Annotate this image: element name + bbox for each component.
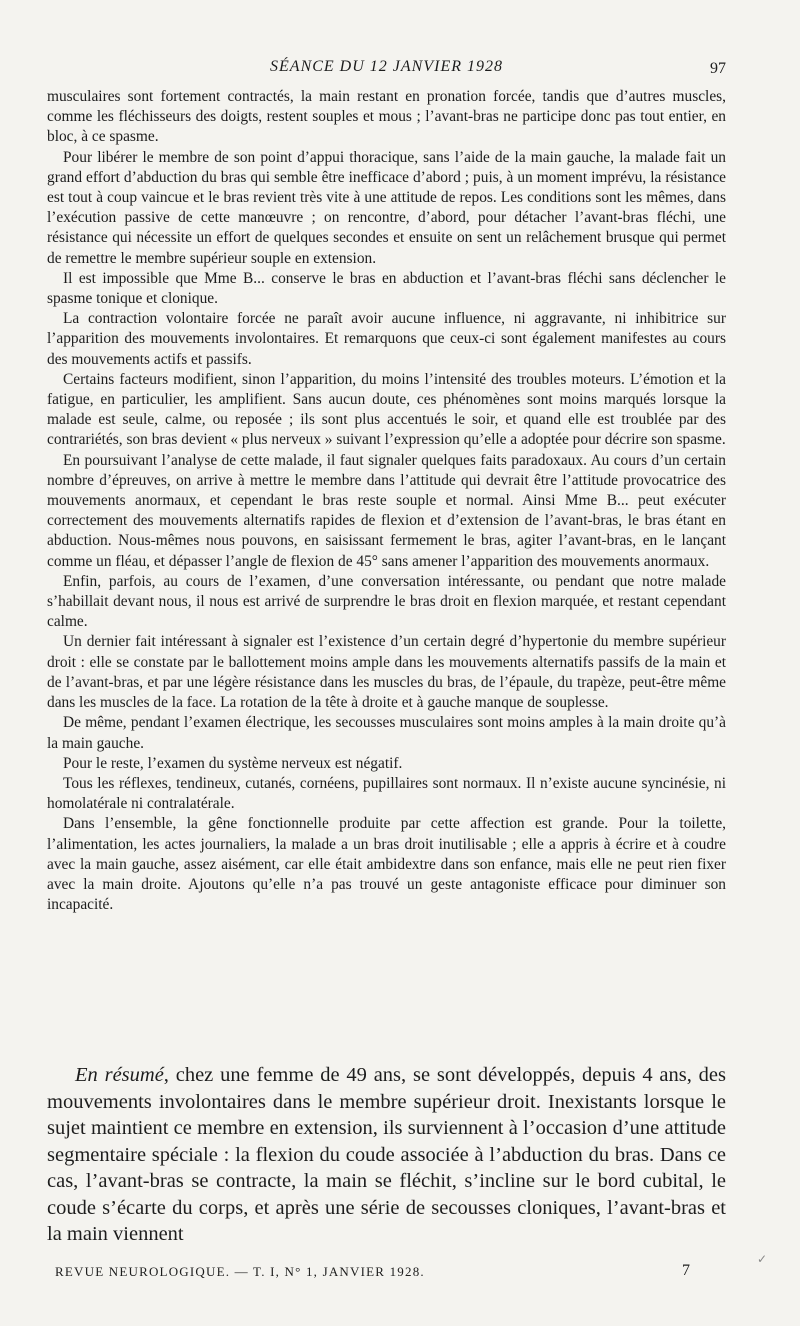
article-body	[47, 87, 726, 915]
paragraph: En poursuivant l’analyse de cette malade, il faut signaler quelques faits paradoxaux. Au cours d’un certain nombre d’épreuves, on arrive à mettre le membre dans l’attitude qui devrait être l’attitude provocatrice des mouvements anormaux, et cependant le bras reste souple et normal. Ainsi Mme B... peut exécuter correctement des mouvements alternatifs rapides de flexion et d’extension de l’avant-bras, le bras étant en abduction. Nous-mêmes nous pouvons, en saisissant fermement le bras, agiter l’avant-bras, en le lançant comme un fléau, et dépasser l’angle de flexion de 45° sans amener l’apparition des mouvements anormaux.	[47, 451, 726, 570]
paragraph: Il est impossible que Mme B... conserve le bras en abduction et l’avant-bras fléchi sans déclencher le spasme tonique et clonique.	[47, 269, 726, 308]
paragraph: Un dernier fait intéressant à signaler est l’existence d’un certain degré d’hypertonie du membre supérieur droit : elle se constate par le ballottement moins ample dans les mouvements alternatifs passifs de la main et de l’avant-bras, et par une légère résistance dans les muscles du bras, de l’épaule, du trapèze, peut-être même dans les muscles de la face. La rotation de la tête à droite et à gauche manque de souplesse.	[47, 633, 726, 712]
summary-lead: En résumé	[75, 1064, 164, 1086]
page-footer	[47, 1264, 726, 1286]
summary-paragraph	[47, 1062, 726, 1248]
summary-section	[47, 1062, 726, 1248]
signature-number: 7	[682, 1262, 690, 1279]
running-head-title: SÉANCE DU 12 JANVIER 1928	[270, 58, 503, 75]
paragraph: Pour le reste, l’examen du système nerveux est négatif.	[63, 754, 403, 772]
paragraph: Tous les réflexes, tendineux, cutanés, cornéens, pupillaires sont normaux. Il n’existe aucune syncinésie, ni homolatérale ni contralatérale.	[47, 774, 726, 813]
page-number: 97	[710, 60, 726, 77]
paragraph: De même, pendant l’examen électrique, les secousses musculaires sont moins amples à la main droite qu’à la main gauche.	[47, 714, 726, 752]
page	[47, 0, 726, 1326]
paragraph: musculaires sont fortement contractés, la main restant en pronation forcée, tandis que d’autres muscles, comme les fléchisseurs des doigts, restent souples et mous ; l’avant-bras ne participe donc pas tout entier, en bloc, à ce spasme.	[47, 88, 726, 146]
paragraph: Dans l’ensemble, la gêne fonctionnelle produite par cette affection est grande. Pour la toilette, l’alimentation, les actes journaliers, la malade a un bras droit inutilisable ; elle a appris à écrire et à coudre avec la main gauche, assez aisément, car elle était ambidextre dans son enfance, mais elle ne peut rien fixer avec la main droite. Ajoutons qu’elle n’a pas trouvé un geste antagoniste efficace pour diminuer son incapacité.	[47, 815, 726, 914]
margin-mark-icon: ✓	[757, 1252, 768, 1266]
summary-text: , chez une femme de 49 ans, se sont développés, depuis 4 ans, des mouvements involontaires dans le membre supérieur droit. Inexistants lorsque le sujet maintient ce membre en extension, ils surviennent à l’occasion d’une attitude segmentaire spéciale : la flexion du coude associée à l’abduction du bras. Dans ce cas, l’avant-bras se contracte, la main se fléchit, s’incline sur le bord cubital, le coude s’écarte du corps, et après une série de secousses cloniques, l’avant-bras et la main viennent	[47, 1064, 726, 1245]
journal-citation: REVUE NEUROLOGIQUE. — T. I, N° 1, JANVIER 1928.	[55, 1264, 425, 1279]
paragraph: Certains facteurs modifient, sinon l’apparition, du moins l’intensité des troubles moteurs. L’émotion et la fatigue, en particulier, les amplifient. Sans aucun doute, ces phénomènes sont moins marqués lorsque la malade est seule, calme, ou reposée ; ils sont plus accentués le soir, et quand elle est troublée par des contrariétés, son bras devient « plus nerveux » suivant l’expression qu’elle a adoptée pour décrire son spasme.	[47, 370, 726, 449]
paragraph: Pour libérer le membre de son point d’appui thoracique, sans l’aide de la main gauche, la malade fait un grand effort d’abduction du bras qui semble être inefficace d’abord ; puis, à un moment imprévu, la résistance est tout à coup vaincue et le bras revient très vite à une attitude de repos. Les conditions sont les mêmes, dans l’exécution passive de cette manœuvre ; on rencontre, d’abord, pour détacher l’avant-bras fléchi, une résistance qui nécessite un effort de quelques secondes et ensuite on sent un relâchement brusque qui permet de remettre le membre supérieur souple en extension.	[47, 148, 726, 267]
running-head	[47, 58, 726, 80]
paragraph: La contraction volontaire forcée ne paraît avoir aucune influence, ni aggravante, ni inhibitrice sur l’apparition des mouvements involontaires. Et remarquons que ceux-ci sont également manifestes au cours des mouvements actifs et passifs.	[47, 310, 726, 368]
paragraph: Enfin, parfois, au cours de l’examen, d’une conversation intéressante, ou pendant que notre malade s’habillait devant nous, il nous est arrivé de surprendre le bras droit en flexion marquée, et restant cependant calme.	[47, 572, 726, 631]
